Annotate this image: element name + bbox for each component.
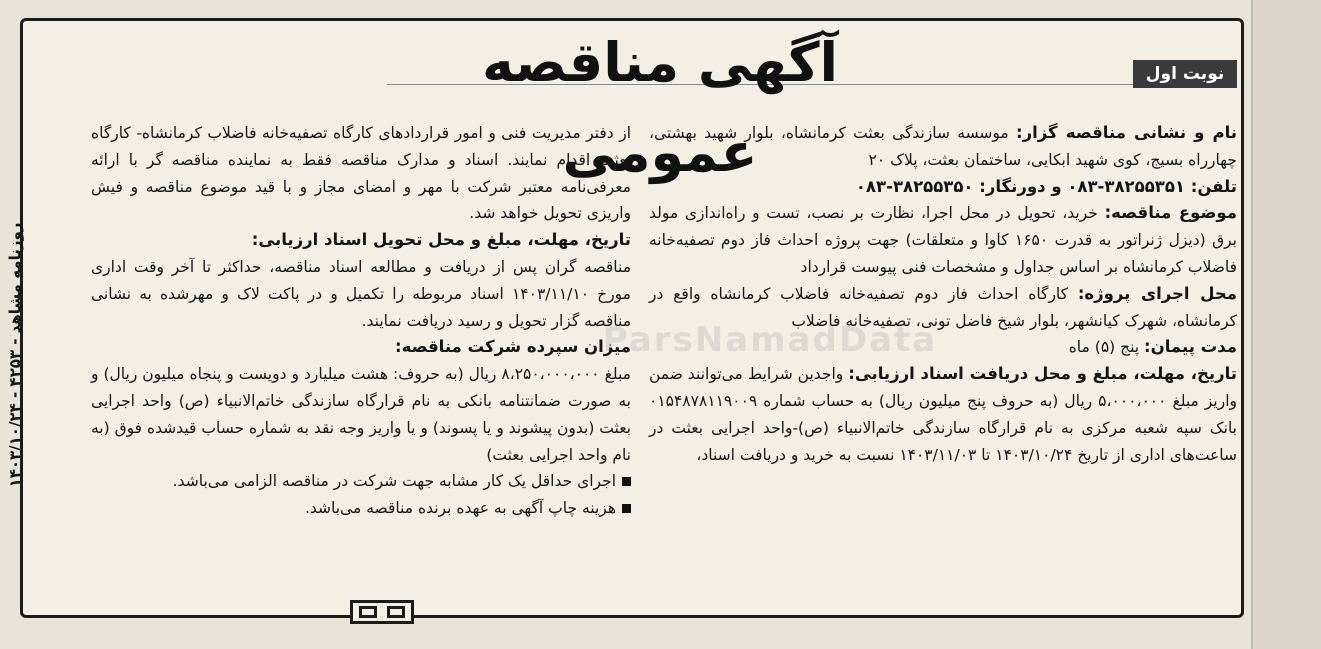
footer-ornament <box>350 600 414 624</box>
page-edge <box>1251 0 1321 649</box>
docs-label: تاریخ، مهلت، مبلغ و محل دریافت اسناد ارزیابی: <box>848 364 1237 384</box>
bullet-square-icon <box>622 477 631 486</box>
docs-paragraph <box>649 361 1237 468</box>
owner-text: موسسه سازندگی بعثت کرمانشاه، بلوار شهید بهشتی، چهارراه بسیج، کوی شهید ابکایی، ساختمان بعثت، پلاک ۲۰ <box>649 124 1237 169</box>
submit-text: مناقصه گران پس از دریافت و مطالعه اسناد مناقصه، حداکثر تا آخر وقت اداری مورخ ۱۴۰۳/۱۱/۱۰ اسناد مربوطه را تکمیل و در پاکت لاک و مهرشده به نشانی مناقصه گزار تحویل و رسید دریافت نمایند. <box>91 257 631 330</box>
phone-paragraph <box>649 174 1237 201</box>
bullet-item-2 <box>91 495 631 522</box>
subject-paragraph <box>649 200 1237 280</box>
site-text: کارگاه احداث فاز دوم تصفیه‌خانه فاضلاب کرمانشاه واقع در کرمانشاه، شهرک کیانشهر، بلوار شیخ فاضل تونی، تصفیه‌خانه فاضلاب <box>649 284 1237 330</box>
right-column <box>649 120 1237 468</box>
phone-number: ۳۸۲۵۵۳۵۱-۰۸۳ <box>1061 176 1191 196</box>
ornament-box <box>359 606 377 618</box>
fax-number: ۳۸۲۵۵۳۵۰-۰۸۳ <box>855 176 980 196</box>
subject-label: موضوع مناقصه: <box>1104 203 1237 223</box>
deposit-text: مبلغ ۸،۲۵۰،۰۰۰،۰۰۰ ریال (به حروف: هشت میلیارد و دویست و پنجاه میلیون ریال) و به صورت ضمانتنامه بانکی به نام قرارگاه سازندگی خاتم‌الانبیاء (ص) واحد اجرایی بعثت (بدون پیشوند و یا پسوند) و یا واریز وجه نقد به شماره حساب قیدشده فوق (به نام واحد اجرایی بعثت) <box>91 365 631 464</box>
ornament-box <box>387 606 405 618</box>
phone-label: تلفن: <box>1190 176 1237 196</box>
deposit-label: میزان سپرده شرکت مناقصه: <box>395 337 631 357</box>
site-paragraph <box>649 281 1237 335</box>
fax-label: و دورنگار: <box>979 176 1062 196</box>
bullet-square-icon <box>622 504 631 513</box>
bullet-item-1 <box>91 468 631 495</box>
submit-label: تاریخ، مهلت، مبلغ و محل تحویل اسناد ارزیابی: <box>251 230 631 250</box>
side-caption <box>4 190 26 520</box>
owner-label: نام و نشانی مناقصه گزار: <box>1016 123 1237 142</box>
docs-text: واجدین شرایط می‌توانند ضمن واریز مبلغ ۵،۰۰۰،۰۰۰ ریال (به حروف پنج میلیون ریال) به حساب شماره ۰۱۵۴۸۷۸۱۱۹۰۰۹ بانک سپه شعبه مرکزی به نام قرارگاه سازندگی خاتم‌الانبیاء (ص)-واحد اجرایی بعثت در ساعت‌های اداری از تاریخ ۱۴۰۳/۱۰/۲۴ تا ۱۴۰۳/۱۱/۰۳ نسبت به خرید و دریافت اسناد، <box>649 365 1238 464</box>
bullet-text-2: هزینه چاپ آگهی به عهده برنده مناقصه می‌باشد. <box>304 499 616 518</box>
continuation-paragraph: از دفتر مدیریت فنی و امور قراردادهای کارگاه تصفیه‌خانه فاضلاب کرمانشاه- کارگاه بعثت اقدام نمایند. اسناد و مدارک مناقصه فقط به نماینده مناقصه گر با ارائه معرفی‌نامه معتبر شرکت با مهر و امضای مجاز و با قید موضوع مناقصه و فیش واریزی تحویل خواهد شد. <box>91 124 631 223</box>
duration-text: پنج (۵) ماه <box>1068 338 1145 357</box>
side-caption-text: روزنامه مشاهد - ۴۲۵۳ - ۱۴۰۳/۱۰/۲۴ <box>6 222 24 488</box>
bullet-text-1: اجرای حداقل یک کار مشابه جهت شرکت در مناقصه الزامی می‌باشد. <box>172 472 616 491</box>
watermark: ParsNamadData <box>602 320 938 360</box>
duration-paragraph <box>649 334 1237 361</box>
notice-title: آگهی مناقصه عمومی <box>481 31 839 184</box>
site-label: محل اجرای پروژه: <box>1077 283 1237 303</box>
duration-label: مدت پیمان: <box>1144 337 1237 357</box>
round-badge: نوبت اول <box>1133 60 1237 88</box>
subject-text: خرید، تحویل در محل اجرا، نظارت بر نصب، تست و راه‌اندازی مولد برق (دیزل ژنراتور به قدرت ۱۶۵۰ کاوا و متعلقات) جهت پروژه احداث فاز دوم تصفیه‌خانه فاضلاب کرمانشاه بر اساس جداول و مشخصات فنی پیوست قرارداد <box>649 204 1238 276</box>
left-column <box>91 120 631 522</box>
owner-paragraph <box>649 120 1237 174</box>
